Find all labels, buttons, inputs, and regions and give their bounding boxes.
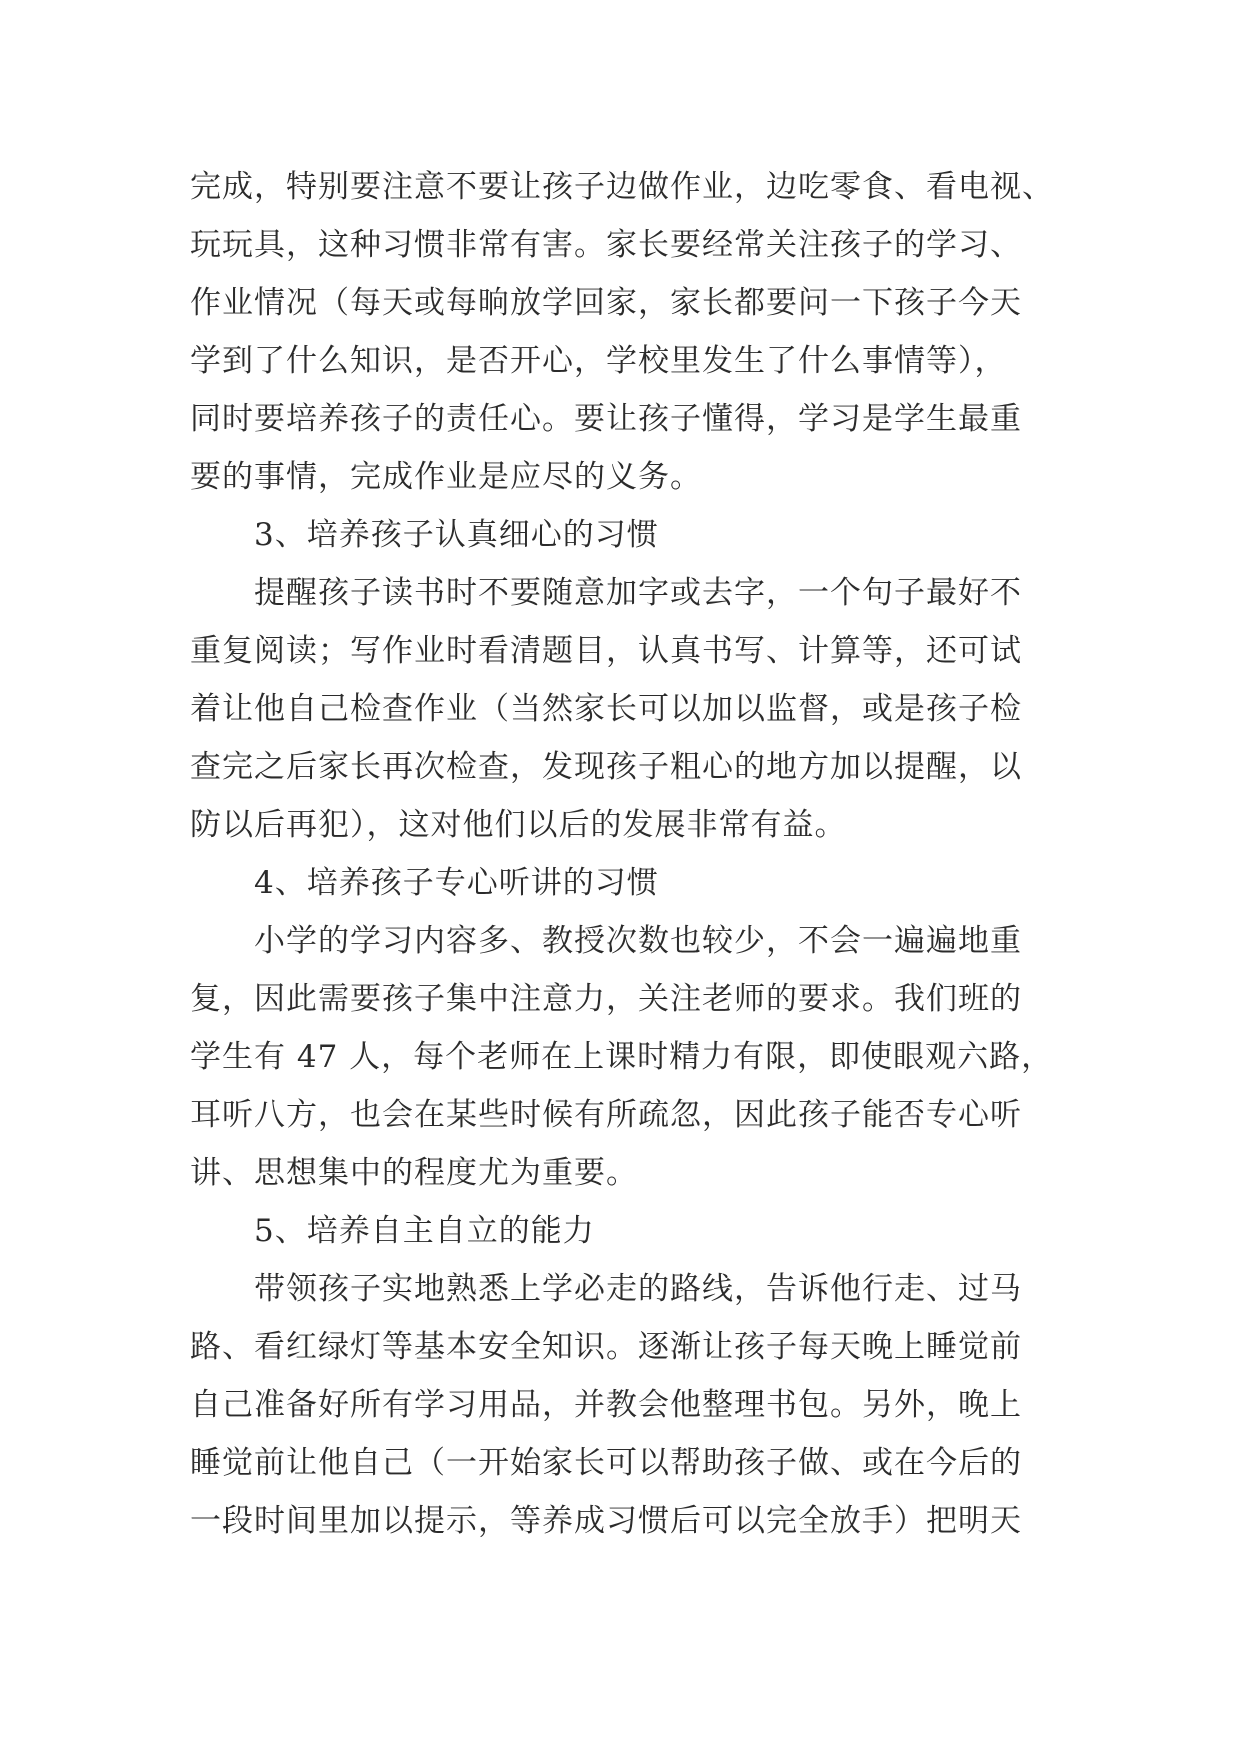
text-line: 自己准备好所有学习用品，并教会他整理书包。另外，晚上 xyxy=(190,1387,1022,1423)
paragraph-start-line: 带领孩子实地熟悉上学必走的路线，告诉他行走、过马 xyxy=(254,1271,1022,1307)
text-line: 着让他自己检查作业（当然家长可以加以监督，或是孩子检 xyxy=(190,691,1022,727)
text-line: 讲、思想集中的程度尤为重要。 xyxy=(190,1155,638,1191)
text-line: 同时要培养孩子的责任心。要让孩子懂得，学习是学生最重 xyxy=(190,401,1022,437)
text-line: 要的事情，完成作业是应尽的义务。 xyxy=(190,459,702,495)
text-line: 作业情况（每天或每晌放学回家，家长都要问一下孩子今天 xyxy=(190,285,1022,321)
document-body xyxy=(190,158,1070,1550)
paragraph-start-line: 4、培养孩子专心听讲的习惯 xyxy=(254,865,659,901)
paragraph-start-line: 3、培养孩子认真细心的习惯 xyxy=(254,517,659,553)
text-line: 查完之后家长再次检查，发现孩子粗心的地方加以提醒，以 xyxy=(190,749,1022,785)
text-line: 睡觉前让他自己（一开始家长可以帮助孩子做、或在今后的 xyxy=(190,1445,1022,1481)
text-line: 学生有 47 人，每个老师在上课时精力有限，即使眼观六路， xyxy=(190,1039,1054,1075)
text-line: 路、看红绿灯等基本安全知识。逐渐让孩子每天晚上睡觉前 xyxy=(190,1329,1022,1365)
text-line: 耳听八方，也会在某些时候有所疏忽，因此孩子能否专心听 xyxy=(190,1097,1022,1133)
paragraph-start-line: 5、培养自主自立的能力 xyxy=(254,1213,595,1249)
text-line: 玩玩具，这种习惯非常有害。家长要经常关注孩子的学习、 xyxy=(190,227,1022,263)
text-line: 防以后再犯），这对他们以后的发展非常有益。 xyxy=(190,807,847,843)
paragraph-start-line: 提醒孩子读书时不要随意加字或去字，一个句子最好不 xyxy=(254,575,1022,611)
paragraph-start-line: 小学的学习内容多、教授次数也较少，不会一遍遍地重 xyxy=(254,923,1022,959)
text-line: 重复阅读；写作业时看清题目，认真书写、计算等，还可试 xyxy=(190,633,1022,669)
text-line: 完成，特别要注意不要让孩子边做作业，边吃零食、看电视、 xyxy=(190,169,1054,205)
text-line: 复，因此需要孩子集中注意力，关注老师的要求。我们班的 xyxy=(190,981,1022,1017)
text-line: 一段时间里加以提示，等养成习惯后可以完全放手）把明天 xyxy=(190,1503,1022,1539)
text-line: 学到了什么知识，是否开心，学校里发生了什么事情等）， xyxy=(190,343,1007,379)
